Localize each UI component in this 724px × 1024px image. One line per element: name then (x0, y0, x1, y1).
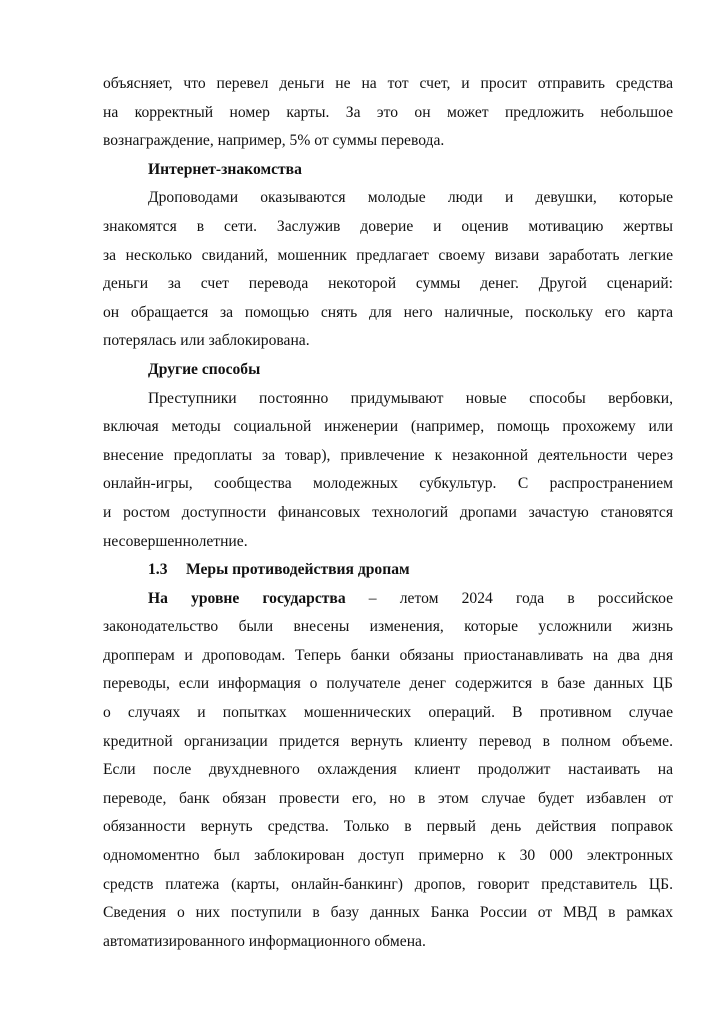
text-line: о случаях и попытках мошеннических операций. В противном случае (103, 704, 673, 722)
text-line: переводы, если информация о получателе денег содержится в базе данных ЦБ (103, 675, 673, 693)
text-line: одномоментно был заблокирован доступ примерно к 30 000 электронных (103, 847, 673, 865)
text-line-lead (103, 585, 673, 614)
text-line: знакомятся в сети. Заслужив доверие и оценив мотивацию жертвы (103, 217, 673, 235)
subheading-internet-dating: Интернет-знакомства (148, 160, 302, 178)
text-line: Дроповодами оказываются молодые люди и девушки, которые (148, 189, 673, 207)
text-line: и ростом доступности финансовых технологий дропами зачастую становятся (103, 503, 673, 521)
text-line: дропперам и дроповодам. Теперь банки обязаны приостанавливать на два дня (103, 646, 673, 664)
text-line: онлайн-игры, сообщества молодежных субкультур. С распространением (103, 475, 673, 493)
text-line: на корректный номер карты. За это он может предложить небольшое (103, 103, 673, 121)
text-line: потерялась или заблокирована. (103, 332, 310, 350)
lead-phrase: На уровне государства (148, 589, 346, 607)
paragraph-internet-dating (103, 184, 673, 356)
text-line: обязанности вернуть средства. Только в первый день действия поправок (103, 818, 673, 836)
text-line: переводе, банк обязан провести его, но в этом случае будет избавлен от (103, 789, 673, 807)
lead-rest: – летом 2024 года в российское (345, 589, 673, 607)
section-title: Меры противодействия дропам (186, 561, 410, 579)
document-page (103, 70, 673, 956)
subheading-other-methods: Другие способы (148, 360, 261, 378)
text-line: Если после двухдневного охлаждения клиент продолжит настаивать на (103, 761, 673, 779)
text-line: Сведения о них поступили в базу данных Банка России от МВД в рамках (103, 904, 673, 922)
text-line: несовершеннолетние. (103, 532, 248, 550)
text-line: автоматизированного информационного обмена. (103, 932, 426, 950)
paragraph-transfer-scheme (103, 70, 673, 156)
text-line: кредитной организации придется вернуть клиенту перевод в полном объеме. (103, 732, 673, 750)
paragraph-state-level (103, 585, 673, 957)
section-number: 1.3 (148, 561, 168, 579)
text-line: законодательство были внесены изменения, которые усложнили жизнь (103, 618, 673, 636)
section-heading (103, 556, 673, 585)
text-line: средств платежа (карты, онлайн-банкинг) дропов, говорит представитель ЦБ. (103, 875, 673, 893)
text-line: объясняет, что перевел деньги не на тот счет, и просит отправить средства (103, 75, 673, 92)
text-line: внесение предоплаты за товар), привлечение к незаконной деятельности через (103, 446, 673, 464)
text-line: Преступники постоянно придумывают новые способы вербовки, (148, 389, 673, 407)
paragraph-other-methods (103, 385, 673, 557)
text-line: деньги за счет перевода некоторой суммы денег. Другой сценарий: (103, 275, 673, 293)
text-line: включая методы социальной инженерии (например, помощь прохожему или (103, 418, 673, 436)
text-line: он обращается за помощью снять для него наличные, поскольку его карта (103, 303, 673, 321)
text-line: за несколько свиданий, мошенник предлагает своему визави заработать легкие (103, 246, 673, 264)
text-line: вознаграждение, например, 5% от суммы перевода. (103, 132, 445, 150)
